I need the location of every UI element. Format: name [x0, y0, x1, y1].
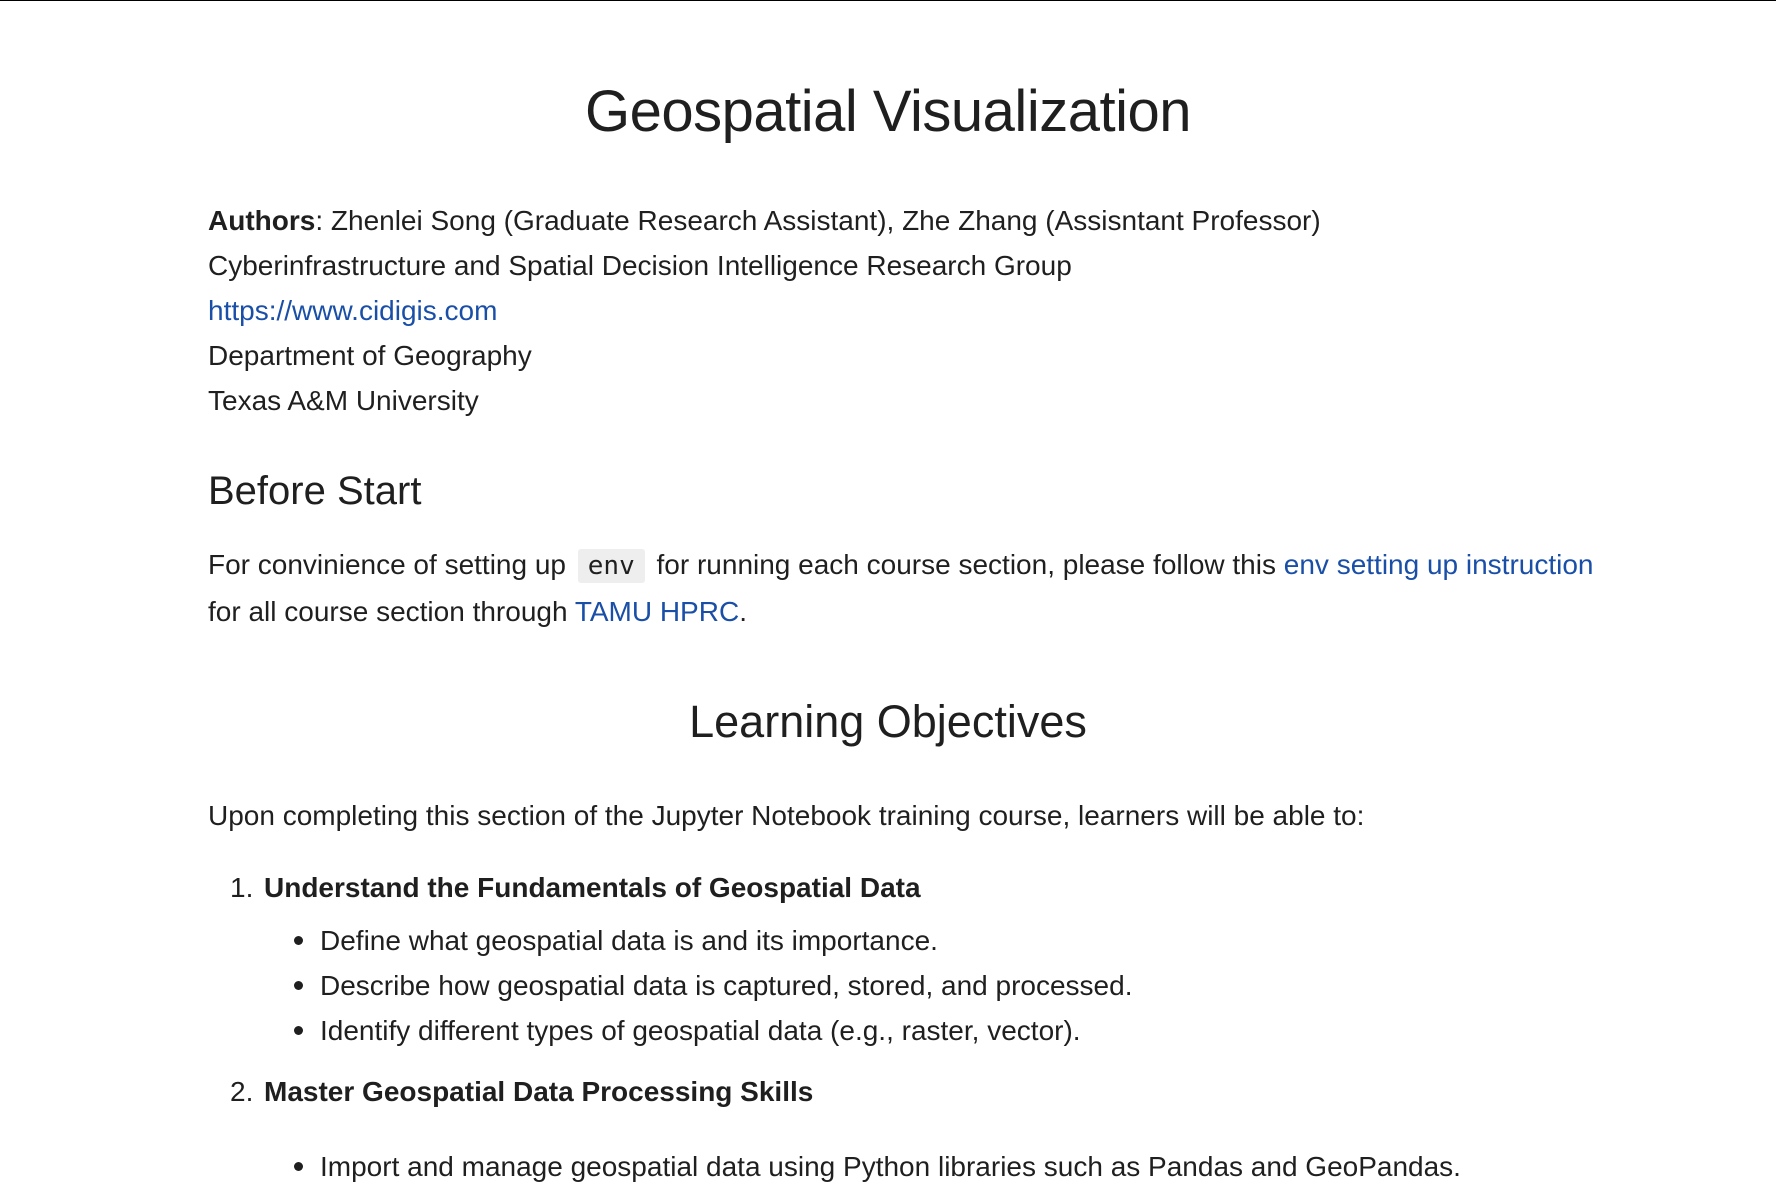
authors-label: Authors — [208, 205, 316, 236]
department: Department of Geography — [208, 340, 532, 371]
before-start-paragraph — [208, 542, 1594, 634]
bullet-icon — [294, 981, 303, 990]
learning-objectives-heading: Learning Objectives — [689, 696, 1087, 747]
list-item: Identify different types of geospatial data (e.g., raster, vector). — [292, 1008, 1132, 1053]
list-item: Describe how geospatial data is captured, stored, and processed. — [292, 963, 1132, 1008]
group-website-link[interactable]: https://www.cidigis.com — [208, 295, 498, 326]
learning-objectives-intro: Upon completing this section of the Jupyter Notebook training course, learners will be able to: — [208, 800, 1365, 831]
university: Texas A&M University — [208, 385, 479, 416]
env-setup-link[interactable]: env setting up instruction — [1283, 549, 1594, 580]
research-group: Cyberinfrastructure and Spatial Decision Intelligence Research Group — [208, 250, 1072, 281]
objective-bullets — [292, 918, 1132, 1053]
top-border — [0, 0, 1776, 1]
page-title: Geospatial Visualization — [585, 79, 1191, 144]
env-code: env — [578, 549, 645, 583]
authors-block — [208, 198, 1321, 423]
before-start-text-2: for running each course section, please follow this — [656, 549, 1276, 580]
before-start-text-3: for all course section through — [208, 596, 568, 627]
before-start-heading: Before Start — [208, 469, 422, 513]
objective-title: Understand the Fundamentals of Geospatial Data — [264, 872, 921, 903]
before-start-text-1: For convinience of setting up — [208, 549, 566, 580]
objective-bullets — [292, 1144, 1461, 1189]
authors-names: : Zhenlei Song (Graduate Research Assistant), Zhe Zhang (Assisntant Professor) — [315, 205, 1321, 236]
bullet-icon — [294, 1162, 303, 1171]
objective-title: Master Geospatial Data Processing Skills — [264, 1076, 814, 1107]
objective-number: 2. — [230, 1076, 254, 1107]
objective-item — [230, 868, 921, 908]
bullet-icon — [294, 1026, 303, 1035]
tamu-hprc-link[interactable]: TAMU HPRC — [574, 596, 740, 627]
objective-number: 1. — [230, 872, 254, 903]
before-start-text-4: . — [739, 596, 747, 627]
authors-line — [208, 198, 1321, 243]
bullet-icon — [294, 936, 303, 945]
list-item: Define what geospatial data is and its importance. — [292, 918, 1132, 963]
list-item: Import and manage geospatial data using Python libraries such as Pandas and GeoPandas. — [292, 1144, 1461, 1189]
objective-item — [230, 1072, 813, 1112]
